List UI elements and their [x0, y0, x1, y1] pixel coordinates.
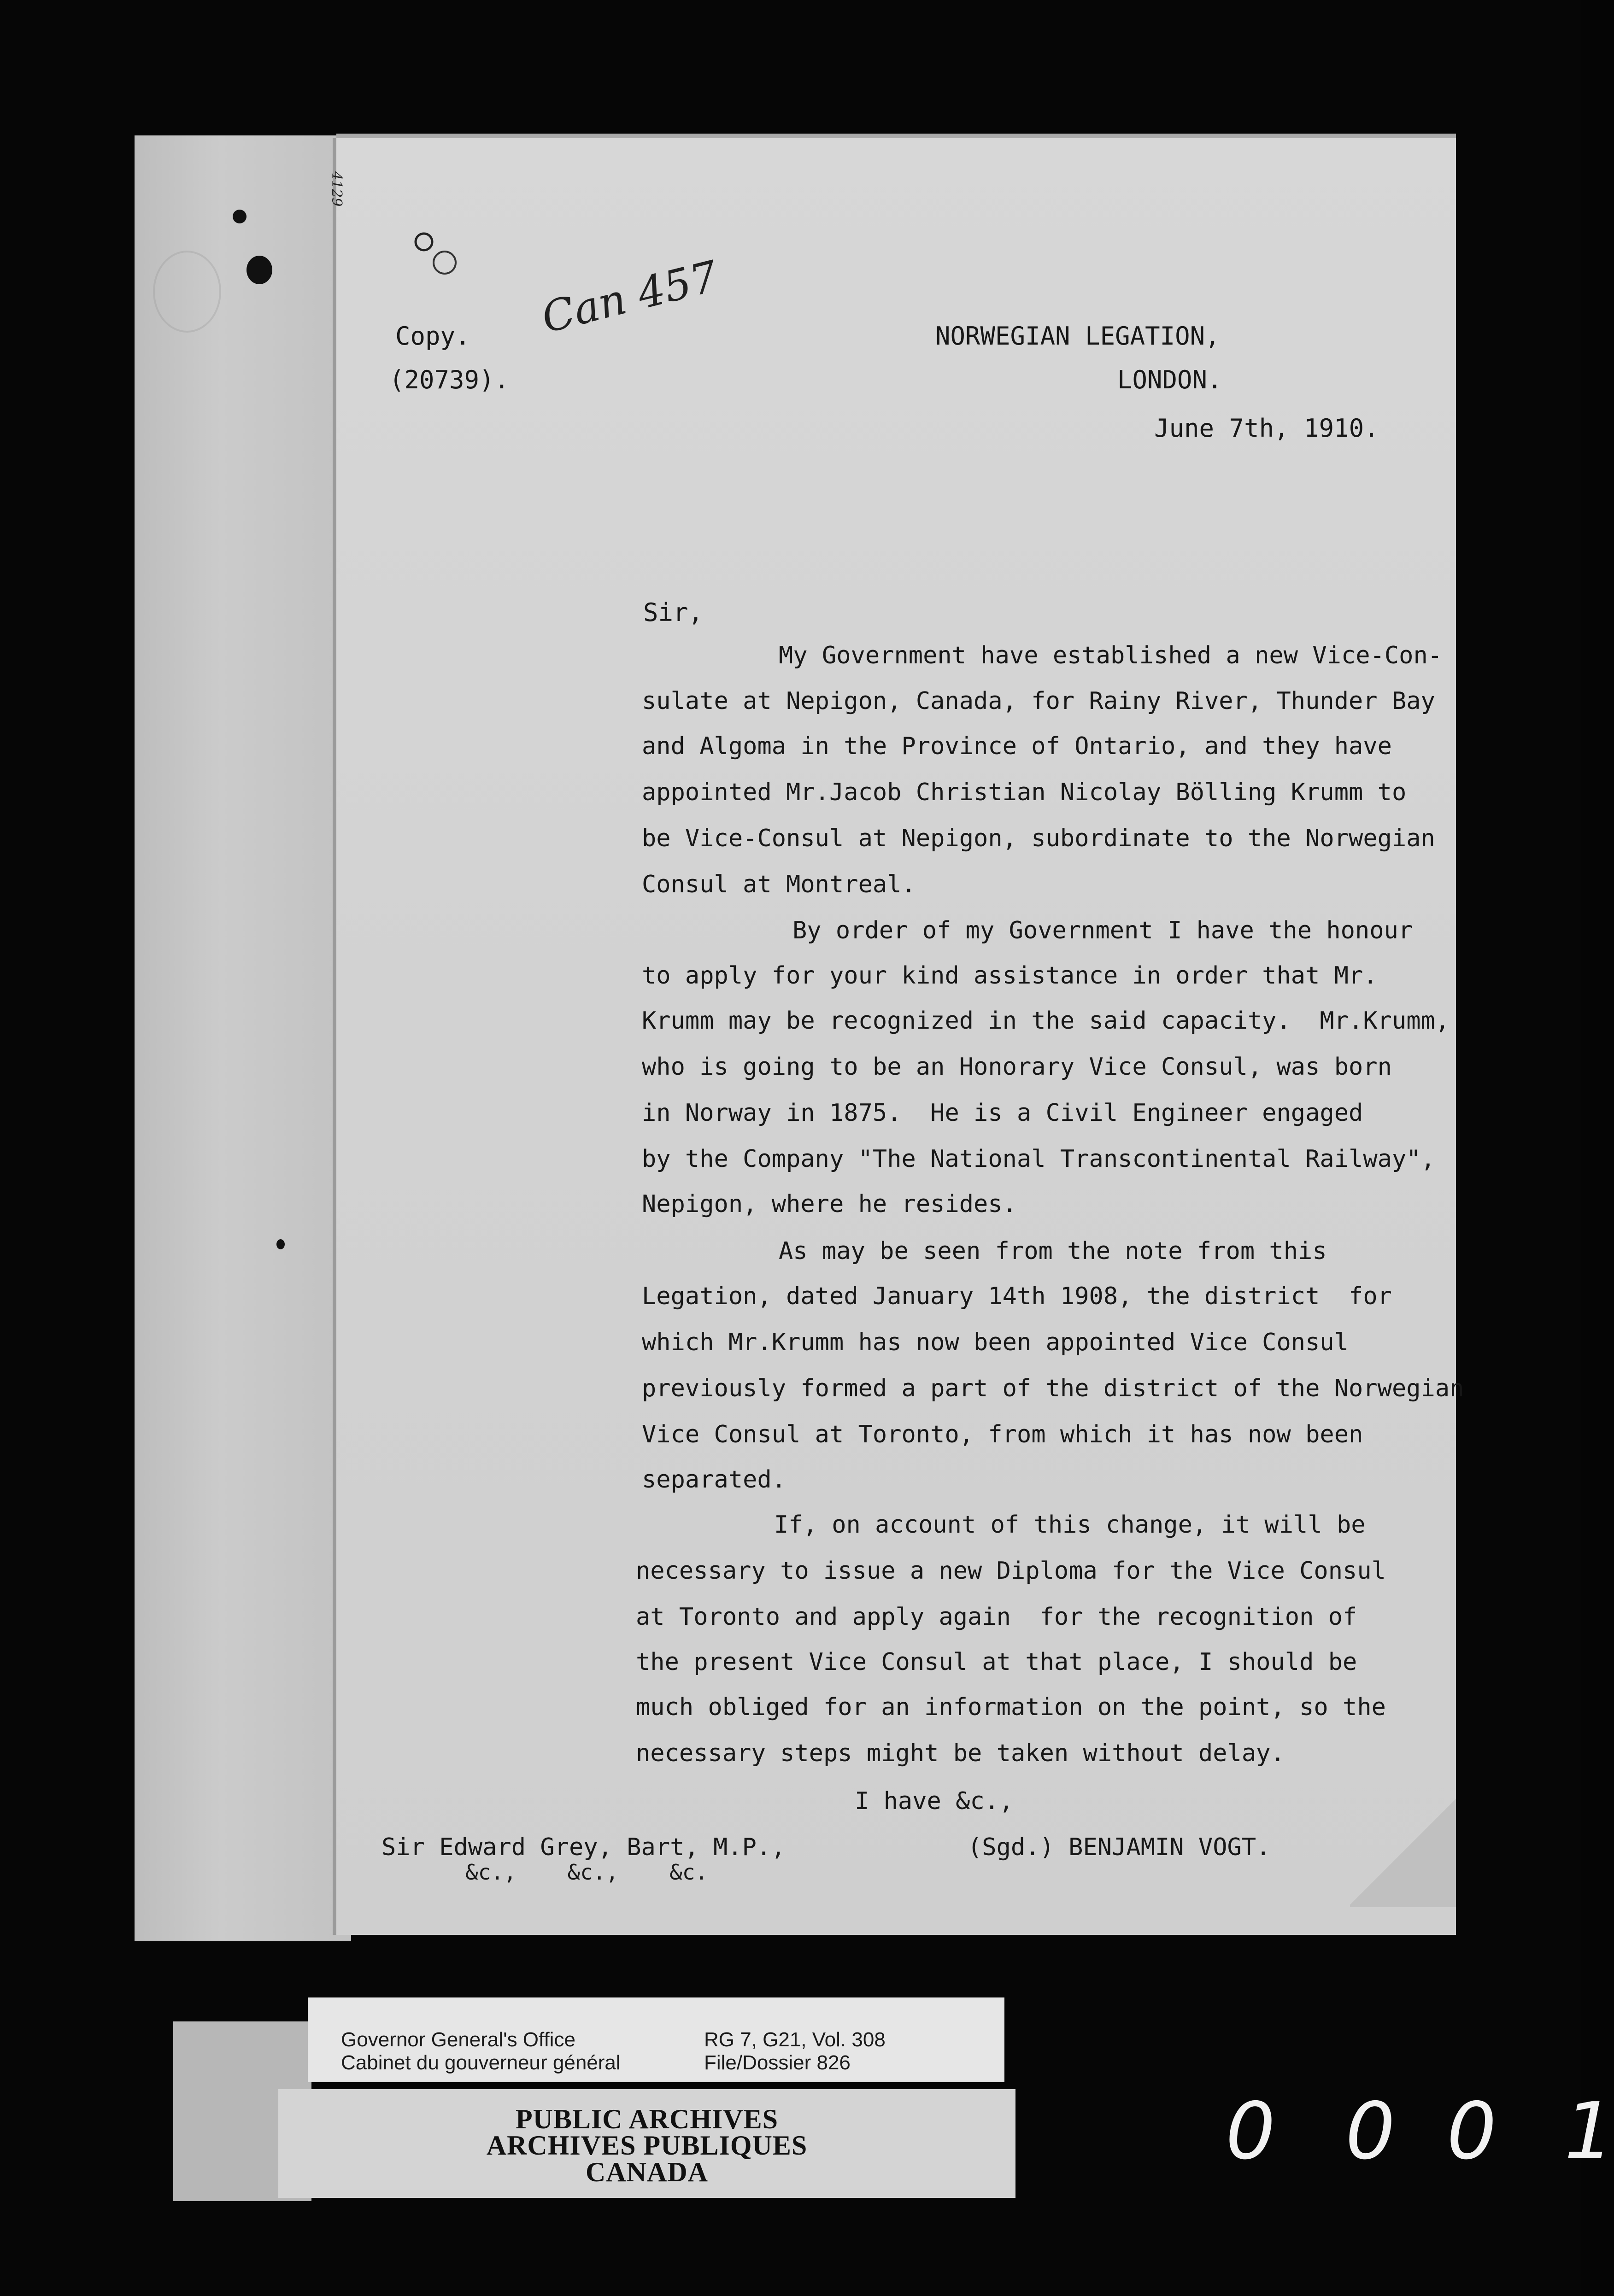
body-line: be Vice-Consul at Nepigon, subordinate to the Norwegian: [642, 825, 1435, 852]
body-line: in Norway in 1875. He is a Civil Engineer engaged: [642, 1099, 1363, 1127]
body-line: who is going to be an Honorary Vice Consul, was born: [642, 1053, 1392, 1081]
archives-french: ARCHIVES PUBLIQUES: [486, 2130, 808, 2161]
page-corner-fold: [1350, 1797, 1456, 1907]
body-line: necessary steps might be taken without delay.: [636, 1740, 1285, 1767]
public-archives-label: [278, 2089, 1015, 2198]
body-line: My Government have established a new Vice-Con-: [779, 642, 1443, 669]
punch-hole: [233, 210, 247, 223]
signature: (Sgd.) BENJAMIN VOGT.: [968, 1833, 1271, 1861]
body-line: If, on account of this change, it will be: [774, 1511, 1366, 1539]
body-line: the present Vice Consul at that place, I should be: [636, 1648, 1357, 1676]
body-line: appointed Mr.Jacob Christian Nicolay Bölling Krumm to: [642, 779, 1407, 806]
body-line: to apply for your kind assistance in order that Mr.: [642, 962, 1378, 990]
body-line: Consul at Montreal.: [642, 871, 916, 898]
body-line: at Toronto and apply again for the recognition of: [636, 1603, 1357, 1631]
file-number: File/Dossier 826: [704, 2051, 851, 2074]
letter-date: June 7th, 1910.: [1154, 414, 1379, 443]
addressee-etc: &c., &c., &c.: [465, 1860, 708, 1885]
copy-label: Copy.: [395, 322, 470, 351]
punch-hole: [247, 256, 272, 284]
office-french: Cabinet du gouverneur général: [341, 2051, 621, 2074]
punch-hole: [276, 1239, 285, 1249]
frame-digit: 0: [1226, 2086, 1276, 2177]
archives-english: PUBLIC ARCHIVES: [515, 2104, 779, 2134]
salutation: Sir,: [643, 598, 704, 627]
file-folder-backing: [135, 135, 351, 1941]
office-english: Governor General's Office: [341, 2028, 575, 2051]
body-line: separated.: [642, 1466, 786, 1494]
archives-country: CANADA: [586, 2157, 708, 2187]
body-line: Vice Consul at Toronto, from which it has now been: [642, 1421, 1363, 1448]
handwritten-circles: [405, 226, 465, 281]
handwritten-reference: Can 457: [537, 251, 723, 343]
frame-digit: 0: [1447, 2086, 1497, 2177]
closing: I have &c.,: [855, 1787, 1014, 1815]
body-line: by the Company "The National Transcontinental Railway",: [642, 1145, 1435, 1173]
body-line: Krumm may be recognized in the said capacity. Mr.Krumm,: [642, 1007, 1450, 1035]
body-line: much obliged for an information on the point, so the: [636, 1693, 1386, 1721]
body-line: sulate at Nepigon, Canada, for Rainy River, Thunder Bay: [642, 687, 1435, 715]
file-reference: (20739).: [389, 365, 510, 394]
body-line: and Algoma in the Province of Ontario, and they have: [642, 732, 1392, 760]
frame-digit: 0: [1345, 2086, 1396, 2177]
body-line: necessary to issue a new Diploma for the Vice Consul: [636, 1557, 1386, 1585]
body-line: By order of my Government I have the honour: [792, 917, 1413, 944]
margin-mark: 4129: [329, 171, 345, 207]
record-group: RG 7, G21, Vol. 308: [704, 2028, 886, 2051]
body-line: which Mr.Krumm has now been appointed Vice Consul: [642, 1329, 1349, 1356]
body-line: Legation, dated January 14th 1908, the district for: [642, 1283, 1392, 1310]
body-line: previously formed a part of the district of the Norwegian: [642, 1375, 1464, 1402]
body-line: Nepigon, where he resides.: [642, 1190, 1017, 1218]
addressee: Sir Edward Grey, Bart, M.P.,: [381, 1833, 786, 1861]
sender-city: LONDON.: [1117, 365, 1222, 394]
embossed-stamp: [153, 251, 221, 333]
body-line: As may be seen from the note from this: [779, 1237, 1327, 1265]
sender-organization: NORWEGIAN LEGATION,: [935, 322, 1220, 351]
frame-digit: 1: [1564, 2086, 1614, 2177]
archive-reference-label: [308, 1997, 1004, 2082]
